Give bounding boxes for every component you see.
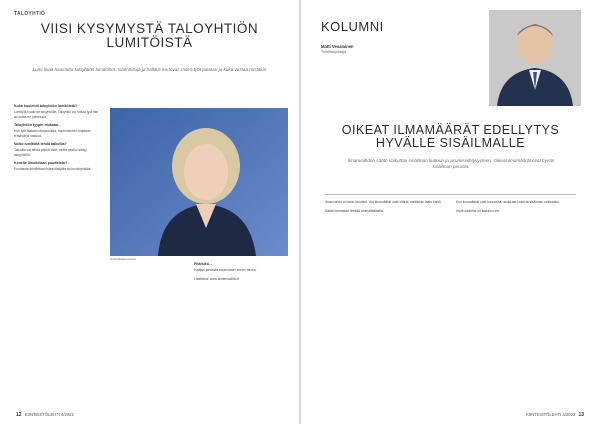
question: Pitäisikö... xyxy=(194,262,212,266)
left-page xyxy=(0,0,299,424)
paragraph xyxy=(325,200,445,205)
paragraph-text: Kun ilmamäärät ovat kunnossa, asukkaat kokevat sisäilman raikkaaksi. xyxy=(456,200,560,204)
magazine-issue: KIINTEISTÖLEHTI 4/2022 xyxy=(526,412,576,417)
section-tag: TALOYHTIÖ xyxy=(14,11,46,17)
qa-block-4 xyxy=(14,161,102,172)
answer: Talkoilla voi tehdä pieniä töitä, mutta vastuu säilyy taloyhtiöllä. xyxy=(14,148,87,157)
article-lead: Ilmanvaihdon säätö vaikuttaa sisäilman laatuun ja asumisviihtyvyyteen. Oikeat ilmamäärät ovat hyvän sisäilman perusta. xyxy=(347,158,555,170)
article-lead: Lumi lisää haastetta taloyhtiön lumitöihin. Isännöitsijä ja hallitus kertovat, miten työt jaetaan ja kuka vastaa mistäkin. xyxy=(32,67,268,72)
author-title: Toimitusjohtaja xyxy=(321,50,347,54)
magazine-issue: KIINTEISTÖLEHTI 4/2022 xyxy=(24,412,74,417)
article-headline: OIKEAT ILMAMÄÄRÄT EDELLYTYS HYVÄLLE SISÄILMALLE xyxy=(341,123,560,151)
answer: Hallitus tarkistaa sopimukset ennen talvea. xyxy=(194,267,257,272)
qa-block-1 xyxy=(14,104,102,119)
question: Taloyhtiön tyypin mukaan... xyxy=(14,123,62,128)
answer: Lisätietoa: www.kiinteistoliitto.fi xyxy=(194,276,240,281)
paragraph-text: Hyvä sisäilma on kaikkien etu. xyxy=(456,208,501,213)
portrait-illustration xyxy=(110,108,288,256)
left-column-1 xyxy=(14,104,102,404)
right-column-2 xyxy=(456,200,576,400)
paragraph xyxy=(456,200,576,205)
answer: Lumityöt kuuluvat taloyhtiölle. Taloyhtiö voi hoitaa työt itse tai ostaa ne palveluna. xyxy=(14,109,99,119)
question: Voiko lumitöitä tehdä talkoilla? xyxy=(14,142,67,147)
section-divider xyxy=(325,194,576,195)
right-page xyxy=(301,0,600,424)
right-column-1 xyxy=(325,200,445,400)
paragraph-text: Ilmanvaihto on talon keuhkot. Jos ilmamäärät ovat väärät, sisäilman laatu kärsii. xyxy=(325,200,442,204)
page-number: 12 xyxy=(16,412,22,418)
page-folio xyxy=(14,412,74,418)
author-name: Matti Vesalainen xyxy=(321,44,354,49)
question: Kuka huolehtii taloyhtiön lumitöistä? xyxy=(14,104,78,108)
author-illustration xyxy=(489,10,581,106)
answer: Puutteista ilmoitetaan isännöitsijälle tai huoltoyhtiölle. xyxy=(14,167,92,172)
page-number: 13 xyxy=(578,412,584,418)
left-column-2 xyxy=(194,262,289,402)
paragraph xyxy=(325,209,445,214)
qa-block-3 xyxy=(14,142,102,157)
author-photo xyxy=(489,10,581,106)
paragraph-text: Säätö kannattaa teettää ammattilaisella. xyxy=(325,208,384,213)
paragraph xyxy=(456,209,576,214)
qa-block-6 xyxy=(194,277,289,282)
qa-block-5 xyxy=(194,262,289,273)
page-folio xyxy=(526,412,586,418)
portrait-photo xyxy=(110,108,288,256)
photo-caption: Isännöitsijä kuvassa. xyxy=(110,257,137,261)
qa-block-2 xyxy=(14,123,102,138)
question: Kenelle ilmoitetaan puutteista? xyxy=(14,161,68,166)
article-headline: VIISI KYSYMYSTÄ TALOYHTIÖN LUMITÖISTÄ xyxy=(40,21,259,51)
column-kicker: KOLUMNI xyxy=(321,19,384,34)
answer: Kun työt tilataan ulkopuolelta, sopimukseen kirjataan tehtävät ja vastuut. xyxy=(14,129,91,138)
